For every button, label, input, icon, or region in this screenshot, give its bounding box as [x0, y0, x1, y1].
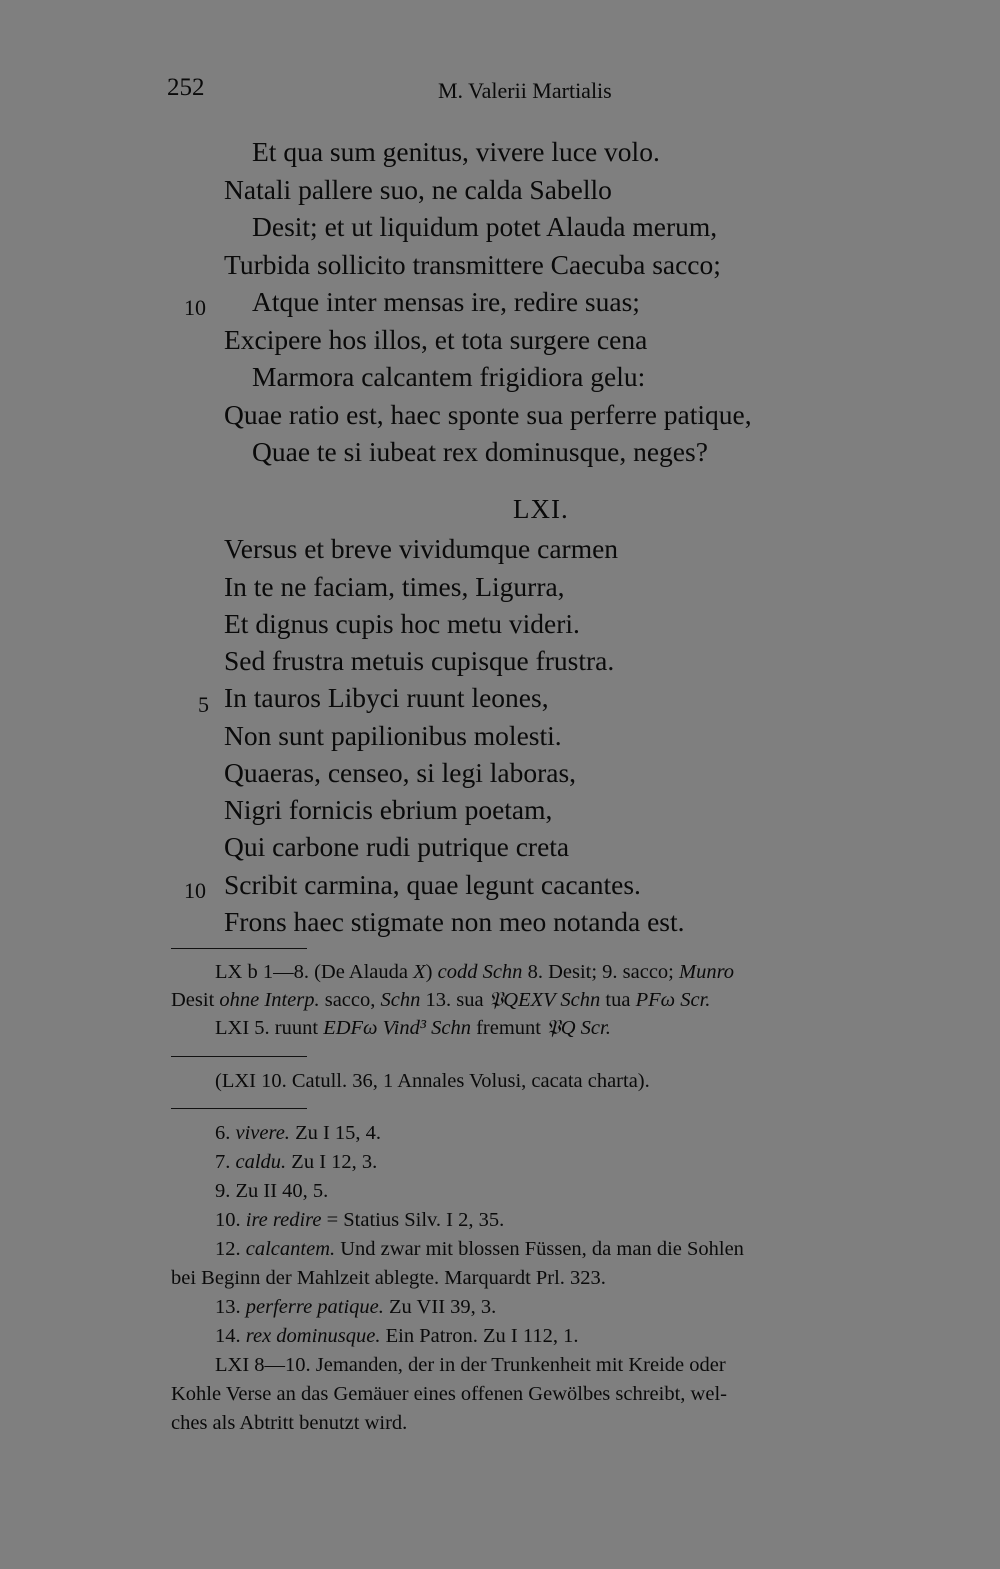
note-ref: 12. — [215, 1238, 246, 1260]
verse-line: Qui carbone rudi putrique creta — [224, 831, 570, 862]
note-ref: 14. — [215, 1325, 246, 1347]
commentary-note — [215, 1235, 744, 1263]
poem-title: LXI. — [513, 494, 569, 524]
apparatus-text: fremunt — [470, 1017, 547, 1039]
apparatus-line — [215, 1014, 611, 1042]
page-number: 252 — [167, 74, 205, 101]
note-lemma: vivere. — [235, 1122, 290, 1144]
verse-line: Non sunt papilionibus molesti. — [224, 720, 562, 751]
note-lemma: calcantem. — [245, 1238, 336, 1260]
note-lemma: ire redire — [245, 1209, 322, 1231]
apparatus-siglum: PFω Scr. — [635, 989, 711, 1011]
verse-line: Et qua sum genitus, vivere luce volo. — [252, 136, 660, 167]
apparatus-text: tua — [600, 989, 636, 1011]
commentary-note — [171, 1264, 606, 1292]
line-number: 10 — [184, 295, 206, 320]
note-ref: 13. — [215, 1296, 246, 1318]
note-text: Zu VII 39, 3. — [383, 1296, 497, 1318]
footnote-rule — [171, 1108, 307, 1109]
commentary-note — [215, 1119, 381, 1147]
commentary-note — [215, 1206, 504, 1234]
note-ref: 6. — [215, 1122, 236, 1144]
apparatus-siglum: Schn — [380, 989, 421, 1011]
line-number: 5 — [198, 692, 209, 717]
apparatus-text: 13. sua — [420, 989, 489, 1011]
note-text: ches als Abtritt benutzt wird. — [171, 1412, 408, 1434]
verse-line: Sed frustra metuis cupisque frustra. — [224, 645, 615, 676]
footnote-rule — [171, 948, 307, 949]
verse-line: Frons haec stigmate non meo notanda est. — [224, 906, 685, 937]
line-number: 10 — [184, 878, 206, 903]
apparatus-text: ) — [425, 961, 438, 983]
commentary-note — [215, 1177, 328, 1205]
apparatus-text: 8. Desit; 9. sacco; — [522, 961, 680, 983]
apparatus-text: sacco, — [319, 989, 381, 1011]
note-text: Zu I 15, 4. — [289, 1122, 382, 1144]
apparatus-line — [215, 958, 734, 986]
apparatus-siglum: codd Schn — [437, 961, 523, 983]
verse-line: Quae te si iubeat rex dominusque, neges? — [252, 436, 708, 467]
apparatus-siglum: 𝔓Q Scr. — [546, 1017, 611, 1039]
apparatus-siglum: Munro — [679, 961, 735, 983]
commentary-note — [215, 1322, 578, 1350]
apparatus-siglum: ohne Interp. — [219, 989, 320, 1011]
note-text: bei Beginn der Mahlzeit ablegte. Marquardt Prl. 323. — [171, 1267, 606, 1289]
verse-line: Excipere hos illos, et tota surgere cena — [224, 324, 648, 355]
note-text: Kohle Verse an das Gemäuer eines offenen Gewölbes schreibt, wel- — [171, 1383, 727, 1405]
verse-line: In te ne faciam, times, Ligurra, — [224, 571, 565, 602]
note-text: = Statius Silv. I 2, 35. — [321, 1209, 505, 1231]
apparatus-text: Desit — [171, 989, 220, 1011]
verse-line: Nigri fornicis ebrium poetam, — [224, 794, 553, 825]
verse-line: Desit; et ut liquidum potet Alauda merum, — [252, 211, 718, 242]
note-text: Und zwar mit blossen Füssen, da man die Sohlen — [335, 1238, 744, 1260]
note-lemma: perferre patique. — [245, 1296, 384, 1318]
commentary-note — [215, 1148, 377, 1176]
apparatus-text: LX b 1—8. (De Alauda — [215, 961, 414, 983]
apparatus-siglum: X — [413, 961, 426, 983]
verse-line: In tauros Libyci ruunt leones, — [224, 682, 549, 713]
verse-line: Quae ratio est, haec sponte sua perferre patique, — [224, 399, 752, 430]
commentary-note — [171, 1380, 727, 1408]
apparatus-line — [171, 986, 710, 1014]
note-ref: 9. Zu II 40, 5. — [215, 1180, 329, 1202]
verse-line: Turbida sollicito transmittere Caecuba sacco; — [224, 249, 721, 280]
running-title: M. Valerii Martialis — [438, 78, 612, 103]
verse-line: Et dignus cupis hoc metu videri. — [224, 608, 580, 639]
note-ref: 7. — [215, 1151, 236, 1173]
apparatus-siglum: EDFω Vind³ Schn — [323, 1017, 471, 1039]
apparatus-text: LXI 5. ruunt — [215, 1017, 324, 1039]
verse-line: Natali pallere suo, ne calda Sabello — [224, 174, 612, 205]
parallel-passage: (LXI 10. Catull. 36, 1 Annales Volusi, cacata charta). — [215, 1070, 650, 1092]
note-ref: 10. — [215, 1209, 246, 1231]
note-text: LXI 8—10. Jemanden, der in der Trunkenheit mit Kreide oder — [215, 1354, 726, 1376]
note-lemma: rex dominusque. — [245, 1325, 381, 1347]
verse-line: Atque inter mensas ire, redire suas; — [252, 286, 640, 317]
note-lemma: caldu. — [235, 1151, 287, 1173]
apparatus-siglum: 𝔓QEXV Schn — [488, 989, 601, 1011]
commentary-note — [215, 1293, 496, 1321]
verse-line: Versus et breve vividumque carmen — [224, 533, 619, 564]
note-text: Ein Patron. Zu I 112, 1. — [380, 1325, 579, 1347]
commentary-note — [171, 1409, 407, 1437]
verse-line: Scribit carmina, quae legunt cacantes. — [224, 869, 641, 900]
note-text: Zu I 12, 3. — [286, 1151, 378, 1173]
commentary-note — [215, 1351, 726, 1379]
verse-line: Marmora calcantem frigidiora gelu: — [252, 361, 646, 392]
footnote-rule — [171, 1056, 307, 1057]
verse-line: Quaeras, censeo, si legi laboras, — [224, 757, 577, 788]
